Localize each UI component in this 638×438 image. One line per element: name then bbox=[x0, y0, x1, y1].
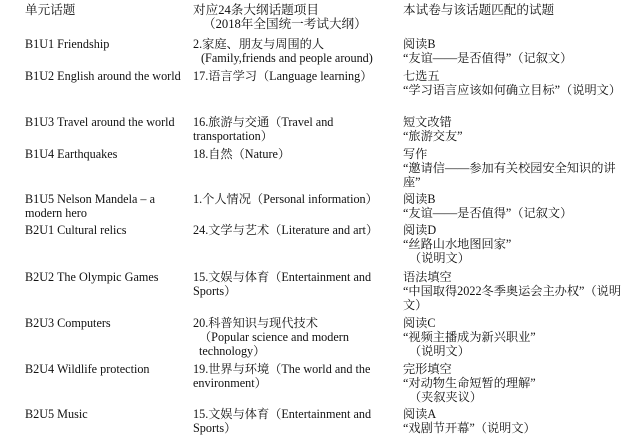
unit-topic: B1U1 Friendship bbox=[25, 37, 110, 51]
matched-question bbox=[403, 192, 633, 220]
syllabus-topic-line: (Family,friends and people around) bbox=[201, 51, 373, 65]
question-genre: （夹叙夹议） bbox=[409, 390, 483, 404]
syllabus-topic-line: 18.自然（Nature） bbox=[193, 147, 291, 161]
syllabus-topic-line: （Popular science and modern technology） bbox=[199, 330, 349, 358]
syllabus-topic bbox=[193, 223, 393, 237]
question-title: “旅游交友” bbox=[403, 129, 463, 143]
question-type: 阅读C bbox=[403, 316, 436, 330]
syllabus-topic bbox=[193, 115, 393, 143]
unit-topic: B1U2 English around the world bbox=[25, 69, 181, 83]
syllabus-topic-line: 15.文娱与体育（Entertainment and Sports） bbox=[193, 407, 372, 435]
syllabus-topic bbox=[193, 316, 393, 358]
question-title: “学习语言应该如何确立目标”（说明文） bbox=[403, 83, 622, 97]
question-type: 阅读B bbox=[403, 192, 436, 206]
syllabus-topic bbox=[193, 37, 393, 65]
question-type: 阅读B bbox=[403, 37, 436, 51]
unit-topic: B1U5 Nelson Mandela – a modern hero bbox=[25, 192, 155, 220]
question-title: “友谊——是否值得”（记叙文） bbox=[403, 206, 573, 220]
question-type: 阅读A bbox=[403, 407, 437, 421]
question-title: “邀请信——参加有关校园安全知识的讲座” bbox=[403, 161, 616, 189]
syllabus-topic bbox=[193, 147, 393, 161]
unit-topic: B1U3 Travel around the world bbox=[25, 115, 175, 129]
header-syllabus-note: （2018年全国统一考试大纲） bbox=[203, 17, 367, 31]
matched-question bbox=[403, 147, 633, 189]
unit-topic: B1U4 Earthquakes bbox=[25, 147, 118, 161]
syllabus-topic-line: 24.文学与艺术（Literature and art） bbox=[193, 223, 379, 237]
syllabus-topic bbox=[193, 270, 393, 298]
syllabus-topic bbox=[193, 362, 393, 390]
header-syllabus-title: 对应24条大纲话题项目 bbox=[193, 3, 319, 17]
unit-topic: B2U1 Cultural relics bbox=[25, 223, 127, 237]
unit-topic: B2U4 Wildlife protection bbox=[25, 362, 150, 376]
syllabus-topic bbox=[193, 407, 393, 435]
header-matched-questions: 本试卷与该话题匹配的试题 bbox=[403, 3, 555, 17]
matched-question bbox=[403, 407, 633, 435]
question-genre: （说明文） bbox=[409, 251, 470, 265]
question-type: 语法填空 bbox=[403, 270, 452, 284]
question-type: 七选五 bbox=[403, 69, 440, 83]
syllabus-topic-line: 2.家庭、朋友与周围的人 bbox=[193, 37, 325, 51]
matched-question bbox=[403, 69, 633, 97]
unit-topic: B2U2 The Olympic Games bbox=[25, 270, 159, 284]
question-title: “对动物生命短暂的理解” bbox=[403, 376, 536, 390]
question-genre: （说明文） bbox=[409, 344, 470, 358]
matched-question bbox=[403, 115, 633, 143]
question-type: 阅读D bbox=[403, 223, 437, 237]
unit-topic: B2U5 Music bbox=[25, 407, 88, 421]
matched-question bbox=[403, 223, 633, 265]
syllabus-topic-line: 19.世界与环境（The world and the environment） bbox=[193, 362, 371, 390]
syllabus-topic-line: 1.个人情况（Personal information） bbox=[193, 192, 378, 206]
matched-question bbox=[403, 362, 633, 404]
matched-question bbox=[403, 37, 633, 65]
syllabus-topic-line: 16.旅游与交通（Travel and transportation） bbox=[193, 115, 334, 143]
syllabus-topic bbox=[193, 192, 393, 206]
syllabus-topic-line: 15.文娱与体育（Entertainment and Sports） bbox=[193, 270, 372, 298]
question-title: “友谊——是否值得”（记叙文） bbox=[403, 51, 573, 65]
header-unit-topic: 单元话题 bbox=[25, 3, 76, 17]
syllabus-topic-line: 20.科普知识与现代技术 bbox=[193, 316, 318, 330]
question-title: “视频主播成为新兴职业” bbox=[403, 330, 536, 344]
syllabus-topic bbox=[193, 69, 393, 83]
syllabus-topic-line: 17.语言学习（Language learning） bbox=[193, 69, 373, 83]
question-title: “戏剧节开幕”（说明文） bbox=[403, 421, 536, 435]
matched-question bbox=[403, 270, 633, 312]
header-syllabus-topic bbox=[193, 3, 393, 31]
question-type: 完形填空 bbox=[403, 362, 452, 376]
question-type: 写作 bbox=[403, 147, 428, 161]
question-title: “中国取得2022冬季奥运会主办权”（说明文） bbox=[403, 284, 622, 312]
question-type: 短文改错 bbox=[403, 115, 452, 129]
unit-topic: B2U3 Computers bbox=[25, 316, 111, 330]
question-title: “丝路山水地图回家” bbox=[403, 237, 512, 251]
matched-question bbox=[403, 316, 633, 358]
